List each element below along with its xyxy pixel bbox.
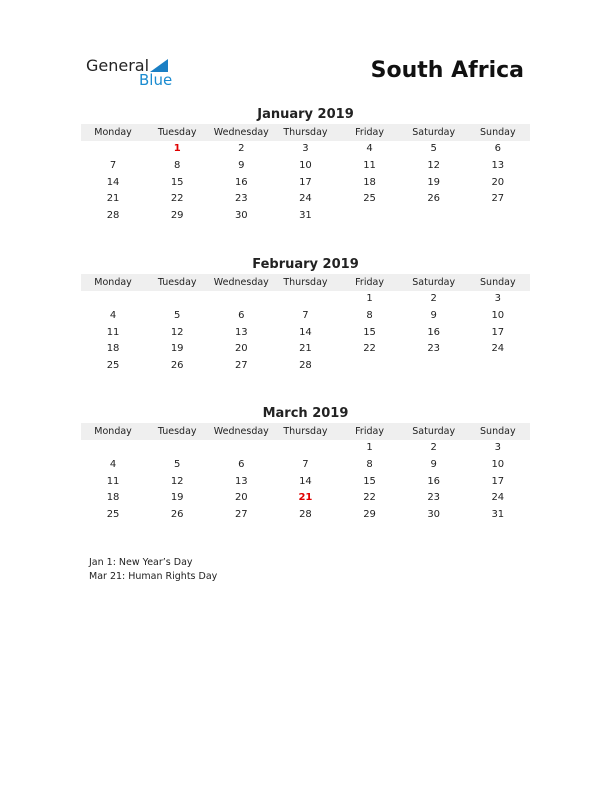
day-cell: 6 [494, 143, 501, 154]
weekday-label: Thursday [283, 426, 328, 437]
day-cell: 14 [299, 475, 312, 487]
day-cell [466, 358, 530, 375]
day-cell: 29 [363, 509, 376, 521]
day-cell: 17 [299, 176, 312, 188]
day-cell: 31 [299, 210, 312, 222]
day-cell: 4 [366, 143, 373, 154]
day-cell: 27 [234, 360, 248, 372]
day-cell: 9 [430, 309, 437, 321]
month-block [81, 256, 530, 375]
day-cell: 11 [106, 326, 120, 338]
day-cell: 30 [234, 210, 248, 222]
weekday-header-row [81, 423, 530, 440]
day-cell [402, 208, 466, 225]
day-cell: 28 [299, 360, 312, 372]
month-block [81, 106, 530, 225]
day-cell: 11 [106, 475, 120, 487]
weekday-label: Tuesday [157, 426, 197, 437]
day-cell: 5 [430, 143, 437, 154]
day-cell [81, 141, 145, 158]
day-cell: 18 [106, 343, 120, 355]
day-cell: 7 [302, 309, 309, 321]
day-cell: 15 [170, 176, 184, 188]
week-row [81, 291, 530, 308]
weekday-label: Wednesday [213, 127, 269, 138]
weekday-label: Wednesday [213, 426, 269, 437]
day-cell: 17 [491, 326, 505, 338]
day-cell: 15 [363, 475, 376, 487]
day-cell: 10 [491, 309, 505, 321]
day-cell: 26 [427, 193, 441, 205]
weekday-label: Sunday [480, 277, 516, 288]
weekday-label: Saturday [412, 277, 456, 288]
day-cell: 7 [109, 159, 117, 171]
day-cell: 9 [430, 458, 437, 470]
day-cell: 24 [491, 343, 505, 355]
day-cell: 23 [234, 193, 248, 205]
weekday-label: Tuesday [157, 277, 197, 288]
weekday-label: Wednesday [213, 277, 269, 288]
weekday-label: Monday [94, 127, 132, 138]
day-cell: 27 [234, 509, 248, 521]
holiday-notes [89, 556, 217, 584]
day-cell [273, 440, 337, 457]
day-cell: 10 [491, 458, 505, 470]
weekday-label: Saturday [412, 426, 456, 437]
week-row [81, 325, 530, 342]
day-cell: 19 [170, 492, 184, 504]
day-cell: 3 [494, 442, 501, 453]
month-title: January 2019 [257, 107, 354, 122]
day-cell: 13 [234, 326, 248, 338]
day-cell: 16 [427, 326, 441, 338]
day-cell: 14 [299, 326, 312, 338]
day-cell [81, 440, 145, 457]
day-cell: 22 [363, 343, 376, 355]
day-cell: 25 [106, 509, 120, 521]
weekday-header-row [81, 274, 530, 291]
day-cell: 30 [427, 509, 441, 521]
day-cell: 2 [238, 143, 245, 154]
week-row [81, 440, 530, 457]
holiday-note: Mar 21: Human Rights Day [89, 571, 218, 582]
day-cell: 18 [363, 176, 376, 188]
day-cell [338, 358, 402, 375]
month-block [81, 405, 530, 524]
day-cell: 12 [427, 159, 441, 171]
weekday-label: Sunday [480, 127, 516, 138]
holiday-day-cell: 1 [173, 143, 181, 154]
day-cell [466, 208, 530, 225]
day-cell: 24 [299, 193, 312, 205]
month-title: March 2019 [262, 406, 349, 421]
day-cell: 6 [238, 309, 245, 321]
weekday-label: Friday [355, 127, 384, 138]
day-cell: 14 [106, 176, 120, 188]
week-row [81, 507, 530, 524]
day-cell: 1 [366, 442, 373, 453]
day-cell: 16 [427, 475, 441, 487]
day-cell: 21 [299, 343, 312, 355]
day-cell [145, 440, 209, 457]
week-row [81, 474, 530, 491]
day-cell: 4 [109, 309, 117, 321]
brand-general-text: General [86, 56, 150, 75]
day-cell: 12 [170, 326, 184, 338]
weekday-label: Friday [355, 277, 384, 288]
brand-logo [86, 56, 186, 92]
day-cell [402, 358, 466, 375]
day-cell: 6 [238, 458, 245, 470]
day-cell: 19 [427, 176, 441, 188]
week-row [81, 457, 530, 474]
day-cell: 22 [363, 492, 376, 504]
holiday-note: Jan 1: New Year’s Day [89, 557, 193, 568]
day-cell [209, 440, 273, 457]
day-cell: 26 [170, 360, 184, 372]
holiday-day-cell: 21 [298, 492, 313, 504]
day-cell: 5 [174, 458, 181, 470]
day-cell: 7 [302, 458, 309, 470]
week-row [81, 175, 530, 192]
day-cell: 20 [234, 492, 248, 504]
day-cell: 15 [363, 326, 376, 338]
day-cell: 2 [430, 293, 437, 304]
day-cell: 12 [170, 475, 184, 487]
day-cell [338, 208, 402, 225]
day-cell: 3 [494, 293, 501, 304]
week-row [81, 341, 530, 358]
day-cell: 9 [238, 159, 245, 171]
week-row [81, 358, 530, 375]
day-cell: 24 [491, 492, 505, 504]
month-title: February 2019 [252, 257, 359, 272]
day-cell: 21 [106, 193, 120, 205]
weekday-label: Sunday [480, 426, 516, 437]
day-cell: 28 [106, 210, 120, 222]
day-cell: 28 [299, 509, 312, 521]
day-cell [273, 291, 337, 308]
day-cell: 16 [234, 176, 248, 188]
week-row [81, 191, 530, 208]
day-cell: 31 [491, 509, 505, 521]
day-cell: 2 [430, 442, 437, 453]
day-cell: 25 [106, 360, 120, 372]
day-cell: 13 [491, 159, 505, 171]
day-cell [145, 291, 209, 308]
day-cell: 22 [170, 193, 184, 205]
day-cell [81, 291, 145, 308]
day-cell: 10 [299, 159, 312, 171]
day-cell: 3 [302, 143, 309, 154]
day-cell: 5 [174, 309, 181, 321]
day-cell: 18 [106, 492, 120, 504]
weekday-label: Thursday [283, 277, 328, 288]
day-cell: 29 [170, 210, 184, 222]
week-row [81, 158, 530, 175]
week-row [81, 141, 530, 158]
day-cell: 4 [109, 458, 117, 470]
day-cell [209, 291, 273, 308]
weekday-label: Saturday [412, 127, 456, 138]
day-cell: 27 [491, 193, 505, 205]
day-cell: 13 [234, 475, 248, 487]
day-cell: 23 [427, 492, 441, 504]
day-cell: 19 [170, 343, 184, 355]
week-row [81, 208, 530, 225]
weekday-label: Monday [94, 277, 132, 288]
weekday-label: Tuesday [157, 127, 197, 138]
day-cell: 20 [234, 343, 248, 355]
day-cell: 11 [363, 159, 376, 171]
country-title: South Africa [370, 58, 524, 83]
day-cell: 8 [366, 309, 373, 321]
week-row [81, 308, 530, 325]
day-cell: 1 [366, 293, 373, 304]
brand-blue-text: Blue [139, 71, 173, 89]
day-cell: 23 [427, 343, 441, 355]
weekday-label: Thursday [283, 127, 328, 138]
day-cell: 25 [363, 193, 376, 205]
day-cell: 8 [366, 458, 373, 470]
weekday-label: Monday [94, 426, 132, 437]
weekday-header-row [81, 124, 530, 141]
day-cell: 8 [174, 159, 181, 171]
day-cell: 20 [491, 176, 505, 188]
week-row [81, 490, 530, 507]
weekday-label: Friday [355, 426, 384, 437]
day-cell: 26 [170, 509, 184, 521]
day-cell: 17 [491, 475, 505, 487]
